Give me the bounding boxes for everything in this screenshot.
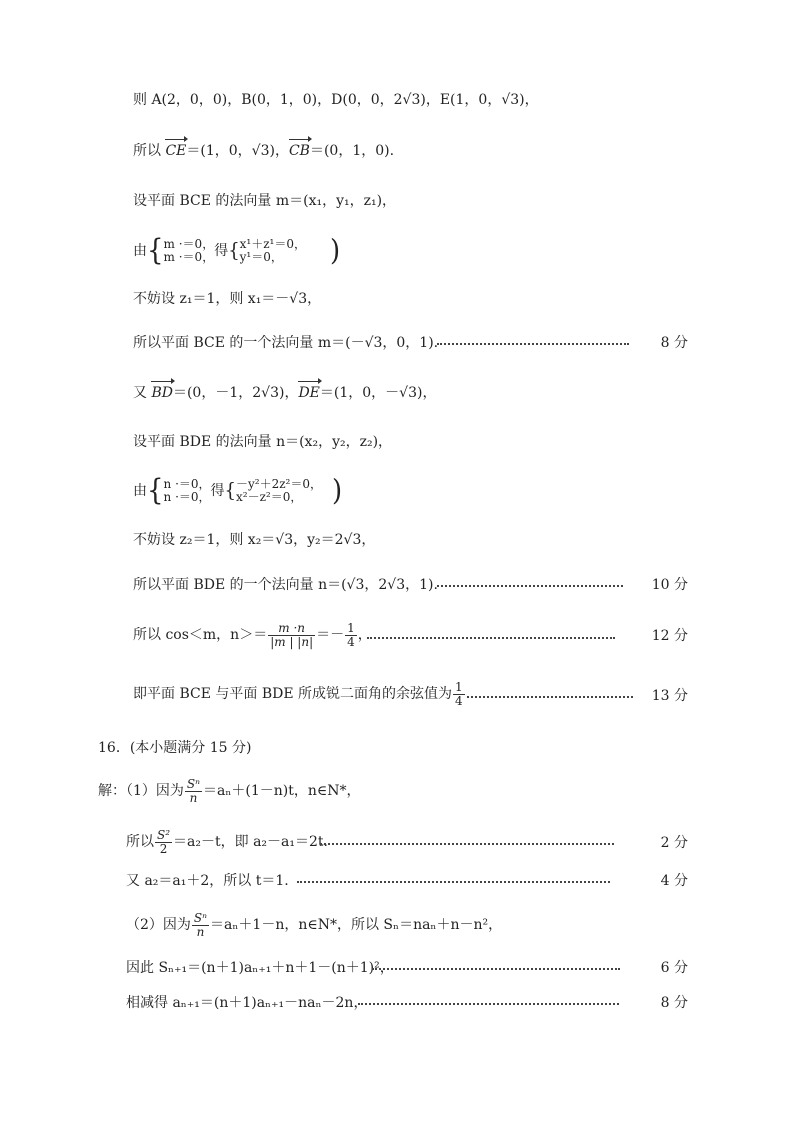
- text-line-17: 又 a₂＝a₁＋2，所以 t＝1.: [126, 873, 289, 889]
- vector-de: DE: [298, 385, 320, 401]
- frac-den: 4: [455, 693, 463, 708]
- dotted-leader: [467, 696, 633, 698]
- equation-system-4: [236, 478, 322, 504]
- frac-den: n: [189, 790, 198, 805]
- eq-row: x¹＋z¹＝0，: [239, 237, 307, 251]
- text-seg: 由: [133, 483, 147, 499]
- text-line-5: 不妨设 z₁＝1，则 x₁＝－√3，: [133, 291, 322, 307]
- text-line-1: 则 A(2，0，0)，B(0，1，0)，D(0，0，2√3)，E(1，0，√3)，: [133, 92, 539, 108]
- frac-den: n: [196, 924, 205, 939]
- text-seg: 得: [214, 243, 229, 259]
- eq-row: y¹＝0，: [239, 250, 283, 264]
- right-paren-icon: ): [330, 234, 341, 268]
- fraction-s2-2: [155, 829, 172, 856]
- text-line-7: [133, 383, 436, 403]
- text-seg: 由: [133, 243, 147, 259]
- text-line-13: [133, 679, 470, 709]
- dotted-leader: [372, 968, 620, 970]
- frac-num: Sⁿ: [193, 910, 208, 925]
- text-line-6: 所以平面 BCE 的一个法向量 m＝(－√3，0，1).: [133, 335, 439, 351]
- dotted-leader: [437, 585, 623, 587]
- text-line-18: [126, 910, 502, 940]
- frac-den: |m | |n|: [270, 634, 314, 649]
- text-seg: ＝(1，0，－√3)，: [319, 385, 437, 401]
- text-seg: ＝aₙ＋1－n，n∈N*，所以 Sₙ＝naₙ＋n－n²，: [210, 917, 503, 933]
- text-line-12: [133, 620, 372, 650]
- fraction-sn-n: [192, 912, 209, 939]
- score-12: 12 分: [651, 628, 688, 644]
- fraction-cos: [268, 622, 315, 649]
- text-line-19: 因此 Sₙ₊₁＝(n＋1)aₙ₊₁＋n＋1－(n＋1)²，: [126, 960, 394, 976]
- text-seg: 即平面 BCE 与平面 BDE 所成锐二面角的余弦值为: [133, 686, 453, 702]
- dotted-leader: [320, 843, 614, 845]
- score-6: 6 分: [660, 960, 688, 976]
- text-line-4: [133, 234, 341, 268]
- left-brace-icon: {: [147, 234, 164, 268]
- vector-ce: CE: [165, 143, 187, 159]
- vector-bd: BD: [151, 385, 173, 401]
- score-8: 8 分: [660, 335, 688, 351]
- text-seg: ＝(1，0，√3)，: [186, 143, 289, 159]
- dotted-leader: [358, 1003, 619, 1005]
- text-line-2: [133, 141, 394, 161]
- frac-den: 4: [347, 634, 355, 649]
- text-seg: 所以: [126, 834, 154, 850]
- left-brace-icon: {: [228, 238, 240, 262]
- text-line-15: [98, 776, 361, 806]
- eq-row: n ·＝0，: [163, 490, 211, 504]
- dotted-leader: [297, 881, 610, 883]
- score-2: 2 分: [660, 835, 688, 851]
- text-seg: ＝－: [316, 627, 345, 643]
- dotted-leader: [437, 343, 629, 345]
- text-seg: ＝(0，1，0).: [309, 143, 395, 159]
- eq-row: m ·＝0，: [163, 237, 215, 251]
- fraction-sn-n: [185, 778, 202, 805]
- score-4: 4 分: [660, 873, 688, 889]
- fraction-quarter: [345, 622, 357, 649]
- text-seg: ＝(0，－1，2√3)，: [172, 385, 299, 401]
- equation-system-1: [164, 238, 215, 264]
- text-seg: 解：（1）因为: [98, 783, 184, 799]
- text-line-3: 设平面 BCE 的法向量 m＝(x₁，y₁，z₁)，: [133, 193, 397, 209]
- score-13: 13 分: [651, 688, 688, 704]
- equation-system-2: [240, 238, 306, 264]
- frac-num: 1: [347, 620, 355, 635]
- text-seg: .: [465, 686, 471, 702]
- dotted-leader: [367, 637, 615, 639]
- left-brace-icon: {: [147, 474, 164, 508]
- text-line-9: [133, 474, 343, 508]
- frac-num: S²: [157, 827, 171, 842]
- right-paren-icon: ): [332, 474, 343, 508]
- text-line-8: 设平面 BDE 的法向量 n＝(x₂，y₂，z₂)，: [133, 434, 393, 450]
- problem-16-header: 16．(本小题满分 15 分): [98, 740, 252, 756]
- text-seg: 又: [133, 385, 152, 401]
- left-brace-icon: {: [224, 478, 236, 502]
- eq-row: m ·＝0，: [163, 250, 215, 264]
- text-seg: 所以: [133, 143, 166, 159]
- text-line-20: 相减得 aₙ₊₁＝(n＋1)aₙ₊₁－naₙ－2n，: [126, 995, 368, 1011]
- frac-num: m ·n: [268, 622, 315, 636]
- eq-row: x²－z²＝0，: [236, 490, 303, 504]
- eq-row: －y²＋2z²＝0，: [236, 477, 322, 491]
- text-seg: 所以 cos＜m，n＞＝: [133, 627, 268, 643]
- text-line-11: 所以平面 BDE 的一个法向量 n＝(√3，2√3，1).: [133, 577, 438, 593]
- score-10: 10 分: [651, 577, 688, 593]
- frac-num: 1: [455, 679, 463, 694]
- frac-den: 2: [159, 841, 168, 856]
- equation-system-3: [164, 478, 211, 504]
- text-line-10: 不妨设 z₂＝1，则 x₂＝√3，y₂＝2√3，: [133, 532, 376, 548]
- text-seg: （2）因为: [126, 917, 191, 933]
- text-seg: ＝aₙ＋(1－n)t，n∈N*，: [203, 783, 361, 799]
- vector-cb: CB: [288, 143, 310, 159]
- text-seg: 得: [210, 483, 225, 499]
- text-seg: ，: [357, 627, 372, 643]
- fraction-quarter: [453, 681, 465, 708]
- text-seg: ＝a₂－t，即 a₂－a₁＝2t.: [173, 834, 328, 850]
- score-8b: 8 分: [660, 995, 688, 1011]
- frac-num: Sⁿ: [186, 776, 201, 791]
- eq-row: n ·＝0，: [163, 477, 211, 491]
- text-line-16: [126, 827, 328, 857]
